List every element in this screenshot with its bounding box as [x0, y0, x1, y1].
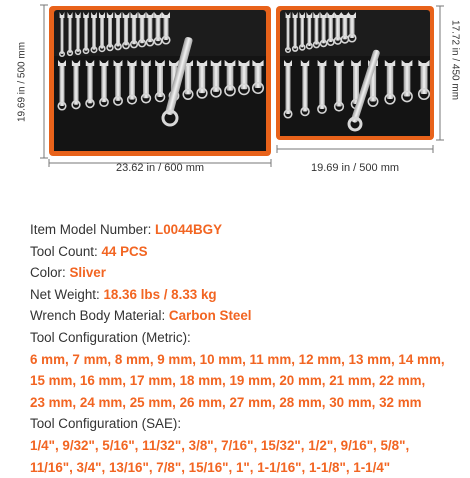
spec-net-weight: Net Weight: 18.36 lbs / 8.33 kg: [30, 286, 217, 302]
spec-material: Wrench Body Material: Carbon Steel: [30, 308, 252, 324]
left-wrench-roll: [49, 6, 271, 156]
left-height-dimension-line: [40, 5, 48, 158]
spec-model: Item Model Number: L0044BGY: [30, 222, 223, 237]
metric-sizes-line: 15 mm, 16 mm, 17 mm, 18 mm, 19 mm, 20 mm, 21 mm, 22 mm,: [30, 373, 426, 389]
spec-color: Color: Sliver: [30, 265, 106, 281]
right-height-label: 17.72 in / 450 mm: [449, 19, 461, 101]
sae-heading: Tool Configuration (SAE):: [30, 416, 182, 432]
left-height-label: 19.69 in / 500 mm: [16, 41, 28, 123]
product-image: [0, 0, 470, 210]
right-width-dimension-line: [277, 145, 433, 153]
sae-sizes-line: 11/16", 3/4", 13/16", 7/8", 15/16", 1", 1-1/16", 1-1/8", 1-1/4": [30, 459, 391, 475]
metric-sizes-line: 23 mm, 24 mm, 25 mm, 26 mm, 27 mm, 28 mm, 30 mm, 32 mm: [30, 394, 422, 410]
right-height-dimension-line: [436, 6, 444, 140]
metric-sizes-line: 6 mm, 7 mm, 8 mm, 9 mm, 10 mm, 11 mm, 12 mm, 13 mm, 14 mm,: [30, 351, 445, 367]
sae-sizes-line: 1/4", 9/32", 5/16", 11/32", 3/8", 7/16", 15/32", 1/2", 9/16", 5/8",: [30, 437, 410, 453]
specifications: [30, 219, 470, 478]
left-width-label: 23.62 in / 600 mm: [115, 162, 205, 174]
right-width-label: 19.69 in / 500 mm: [310, 162, 400, 174]
spec-tool-count: Tool Count: 44 PCS: [30, 243, 148, 259]
right-wrench-roll: [276, 6, 434, 140]
metric-heading: Tool Configuration (Metric):: [30, 329, 191, 345]
